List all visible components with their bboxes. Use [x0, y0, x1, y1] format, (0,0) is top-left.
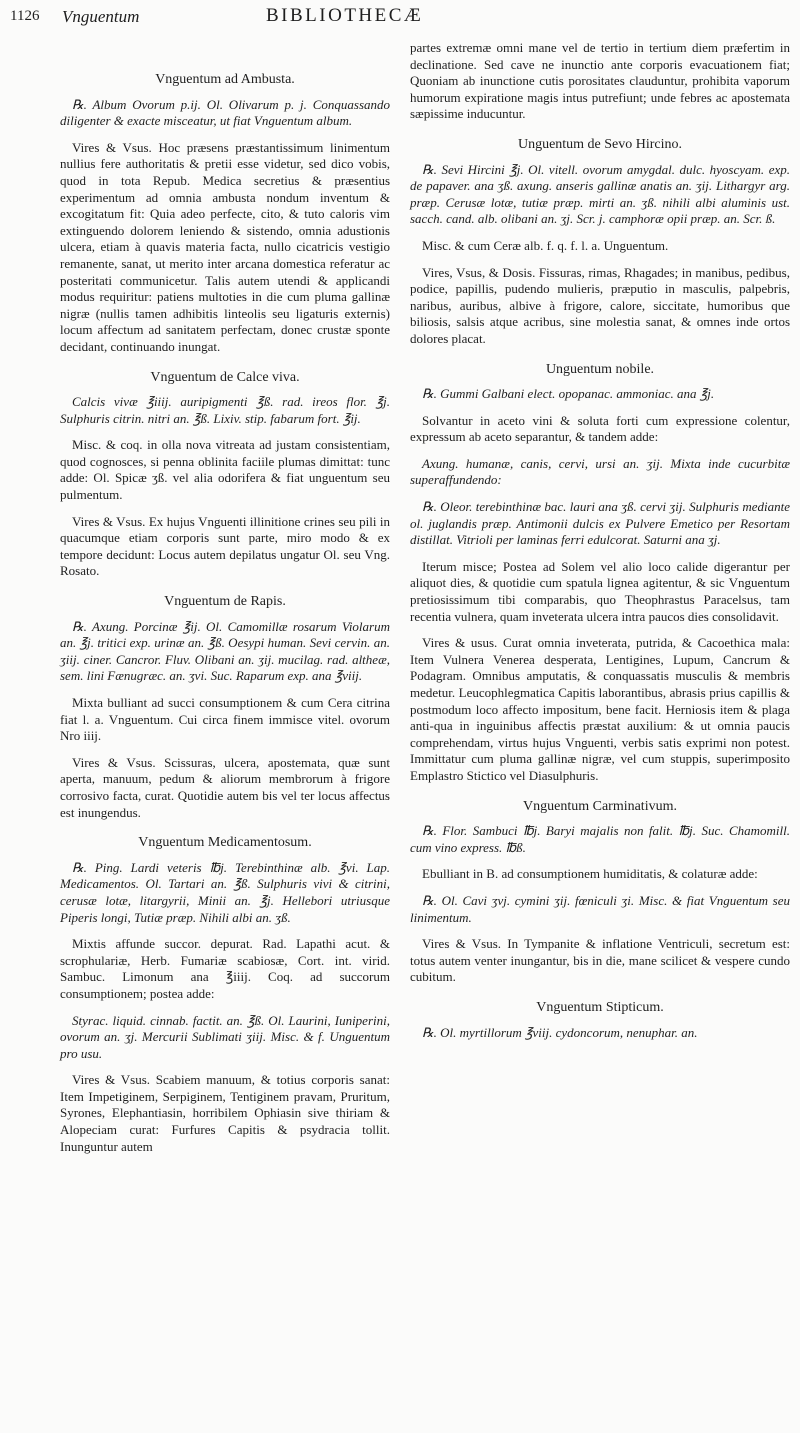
book-title: BIBLIOTHECÆ — [266, 5, 424, 26]
recipe-paragraph: Axung. humanæ, canis, cervi, ursi an. ʒij. Mixta inde cucurbitæ superaffundendo: — [410, 455, 790, 488]
recipe-paragraph: ℞. Oleor. terebinthinæ bac. lauri ana ʒß. cervi ʒij. Sulphuris mediante ol. juglandis præp. Antimonii dulcis ex Pulvere Emetico per Resortam distillat. Vitrioli per laminas ferri edulcorat. Saturni ana ʒj. — [410, 499, 790, 548]
text-paragraph: Vires & Vsus. Scissuras, ulcera, apostemata, quæ sunt aperta, manuum, pedum & aliorum membrorum à frigore corrosivo facta, curat. Quotidie autem bis vel ter locus affectus est inungendus. — [60, 754, 390, 820]
page-header — [10, 4, 790, 30]
text-paragraph: Mixta bulliant ad succi consumptionem & cum Cera citrina fiat l. a. Vnguentum. Cui circa finem immisce vitel. ovorum Nro iiij. — [60, 695, 390, 744]
section-heading: Vnguentum ad Ambusta. — [155, 72, 295, 87]
text-paragraph: Ebulliant in B. ad consumptionem humiditatis, & colaturæ adde: — [422, 866, 758, 882]
recipe-paragraph: Styrac. liquid. cinnab. factit. an. ℥ß. Ol. Laurini, Iuniperini, ovorum an. ʒj. Mercurii Sublimati ʒiij. Misc. & f. Unguentum pro usu. — [60, 1012, 390, 1061]
text-paragraph: Iterum misce; Postea ad Solem vel alio loco calide digerantur per aliquot dies, & quotidie cum spatula lignea agitentur, & sic Vnguentum pretiosissimum tibi comparabis, quo Theophrastus Paracelsus, tam recentia vulnera, quam inveterata ulcera intra paucos dies consolidavit. — [410, 558, 790, 624]
section-heading: Vnguentum Stipticum. — [536, 999, 664, 1015]
left-column — [60, 40, 390, 1165]
text-paragraph: partes extremæ omni mane vel de tertio in tertium diem præfertim in declinatione. Sed cave ne inunctio ante corporis evacuationem fiat; Quoniam ab inunctione cutis porositates clauduntur, prohibita vaporum humorum expiratione magis intus putrefiunt; unde febres ac apostemata sæpissime inducuntur. — [410, 40, 790, 122]
text-paragraph: Vires & Vsus. Hoc præsens præstantissimum linimentum nullius fere authoritatis & pretii esse videtur, sed dico vobis, quod in tota Repub. Medica secretius & præsentius experimentum ad omnia ambusta nondum inventum & excogitatum fit: Quia adeo perfecte, cito, & tuto caloris vim extinguendo dolorem leniendo & sistendo, omnia adustionis ulcera, etiam à quavis materia facta, nullo cicatricis vestigio remanente, sanat, ut merito inter arcana domestica referatur ac posteritati communicetur. Talis autem utendi & applicandi modus requiritur: patiens multoties in die cum pluma gallinæ nigræ (nullis tamen adhibitis linteolis seu ligaturis externis) locum affectum ad sanitatem perfectam, donec crustæ sponte decidant, continuando inungat. — [60, 139, 390, 354]
text-paragraph: Misc. & coq. in olla nova vitreata ad justam consistentiam, quod cognosces, si penna oblinita faciile plumas dimittat: tunc adde: Ol. Spicæ ʒß. vel alia odorifera & fiat unguentum seu pulmentum. — [60, 437, 390, 503]
text-paragraph: Vires & usus. Curat omnia inveterata, putrida, & Cacoethica mala: Item Vulnera Venerea desperata, Lentigines, Lupum, Cancrum & Podagram. Omnibus amputatis, & conquassatis musculis & membris medetur. Leucophlegmatica Capitis laborantibus, abrasis prius capillis & postmodum loco affecto impositum, bene facit. Herniosis item & plaga anti-qua in inguinibus affectis præstat auxilium: & ut omnia paucis comprehendam, virtus hujus Vnguenti, verbis satis exprimi non potest. Immittatur cum pluma gallinæ nigræ, vel cum stuppis, superimposito Emplastro Stictico vel Diasulphuris. — [410, 635, 790, 783]
running-head: Vnguentum — [62, 7, 140, 26]
text-paragraph: Vires & Vsus. Scabiem manuum, & totius corporis sanat: Item Impetiginem, Serpiginem, Tentiginem pravam, Pruritum, Syrones, Elephantiasin, horribilem Ophiasin sive thiriam & Alopeciam curat: Furfures Capitis & psydracia tollit. Inunguntur autem — [60, 1072, 390, 1154]
recipe-paragraph: ℞. Sevi Hircini ℥j. Ol. vitell. ovorum amygdal. dulc. hyoscyam. exp. de papaver. ana ʒß. axung. anseris gallinæ anatis an. ʒij. Lithargyr arg. præp. Cerusæ lotæ, tutiæ præp. mirti an. ʒß. nihili albi aluminis ust. sacch. cand. alb. olibani an. ʒj. Scr. j. camphoræ opii præp. an. Scr. ß. — [410, 161, 790, 227]
text-paragraph: Vires, Vsus, & Dosis. Fissuras, rimas, Rhagades; in manibus, pedibus, podice, papillis, pudendo mulieris, præputio in masculis, palpebris, naribus, auribus, albive à frigore, calore, siccitate, humoribus que biliosis, salsis atque acribus, sine molestia sanat, & omnes inde ortos dolores placat. — [410, 264, 790, 346]
text-paragraph: Mixtis affunde succor. depurat. Rad. Lapathi acut. & scrophulariæ, Herb. Fumariæ scabiosæ, Cort. int. virid. Sambuc. Limonum ana ℥iiij. Coq. ad succorum consumptionem; postea adde: — [60, 936, 390, 1001]
section-heading: Vnguentum de Calce viva. — [150, 369, 300, 385]
recipe-paragraph: ℞. Ol. myrtillorum ℥viij. cydoncorum, nenuphar. an. — [422, 1024, 698, 1040]
recipe-paragraph: ℞. Ping. Lardi veteris ℔j. Terebinthinæ alb. ℥vi. Lap. Medicamentos. Ol. Tartari an. ℥ß. Sulphuris vivi & citrini, cerusæ lotæ, litargyrii, Minii an. ℥j. Hellebori utriusque Piperis longi, Tutiæ præp. Nihili albi an. ʒß. — [60, 859, 390, 925]
recipe-paragraph: ℞. Flor. Sambuci ℔j. Baryi majalis non falit. ℔j. Suc. Chamomill. cum vino express. ℔ß. — [410, 823, 790, 855]
page-number: 1126 — [10, 8, 40, 24]
section-heading: Unguentum nobile. — [545, 361, 655, 377]
section-heading: Vnguentum Carminativum. — [523, 798, 677, 814]
section-heading: Unguentum de Sevo Hircino. — [517, 136, 683, 152]
recipe-paragraph: ℞. Album Ovorum p.ij. Ol. Olivarum p. j. Conquassando diligenter & exacte misceatur, ut fiat Vnguentum album. — [60, 96, 390, 129]
recipe-paragraph: ℞. Axung. Porcinæ ℥ij. Ol. Camomillæ rosarum Violarum an. ℥j. tritici exp. urinæ an. ℥ß. Oesypi human. Sevi cervin. an. ʒiij. ciner. Cancror. Fluv. Olibani an. ʒij. mucilag. rad. altheæ, sem. lini Fænugræc. an. ʒvi. Suc. Raparum exp. ana ℥viij. — [60, 618, 390, 684]
right-column — [410, 40, 790, 1051]
section-heading: Vnguentum Medicamentosum. — [138, 835, 312, 851]
recipe-paragraph: Calcis vivæ ℥iiij. auripigmenti ℥ß. rad. ireos flor. ℥j. Sulphuris citrin. nitri an. ℥ß. Lixiv. stip. fabarum fort. ℥ij. — [60, 394, 390, 426]
text-paragraph: Solvantur in aceto vini & soluta forti cum expressione colentur, expressum ab aceto separantur, & tandem adde: — [410, 412, 790, 445]
text-paragraph: Vires & Vsus. In Tympanite & inflatione Ventriculi, secretum est: totus autem venter inungantur, bis in die, mane scilicet & vespere cundo cubitum. — [410, 936, 790, 985]
text-paragraph: Misc. & cum Ceræ alb. f. q. f. l. a. Unguentum. — [422, 237, 669, 253]
recipe-paragraph: ℞. Ol. Cavi ʒvj. cymini ʒij. fœniculi ʒi. Misc. & fiat Vnguentum seu linimentum. — [410, 892, 790, 925]
recipe-paragraph: ℞. Gummi Galbani elect. opopanac. ammoniac. ana ℥j. — [422, 386, 715, 402]
text-paragraph: Vires & Vsus. Ex hujus Vnguenti illinitione crines seu pili in quacumque etiam corporis sunt parte, miro modo & ex tempore decidunt: Locus autem depilatus ungatur Ol. seu Vng. Rosato. — [60, 513, 390, 579]
section-heading: Vnguentum de Rapis. — [164, 594, 286, 610]
